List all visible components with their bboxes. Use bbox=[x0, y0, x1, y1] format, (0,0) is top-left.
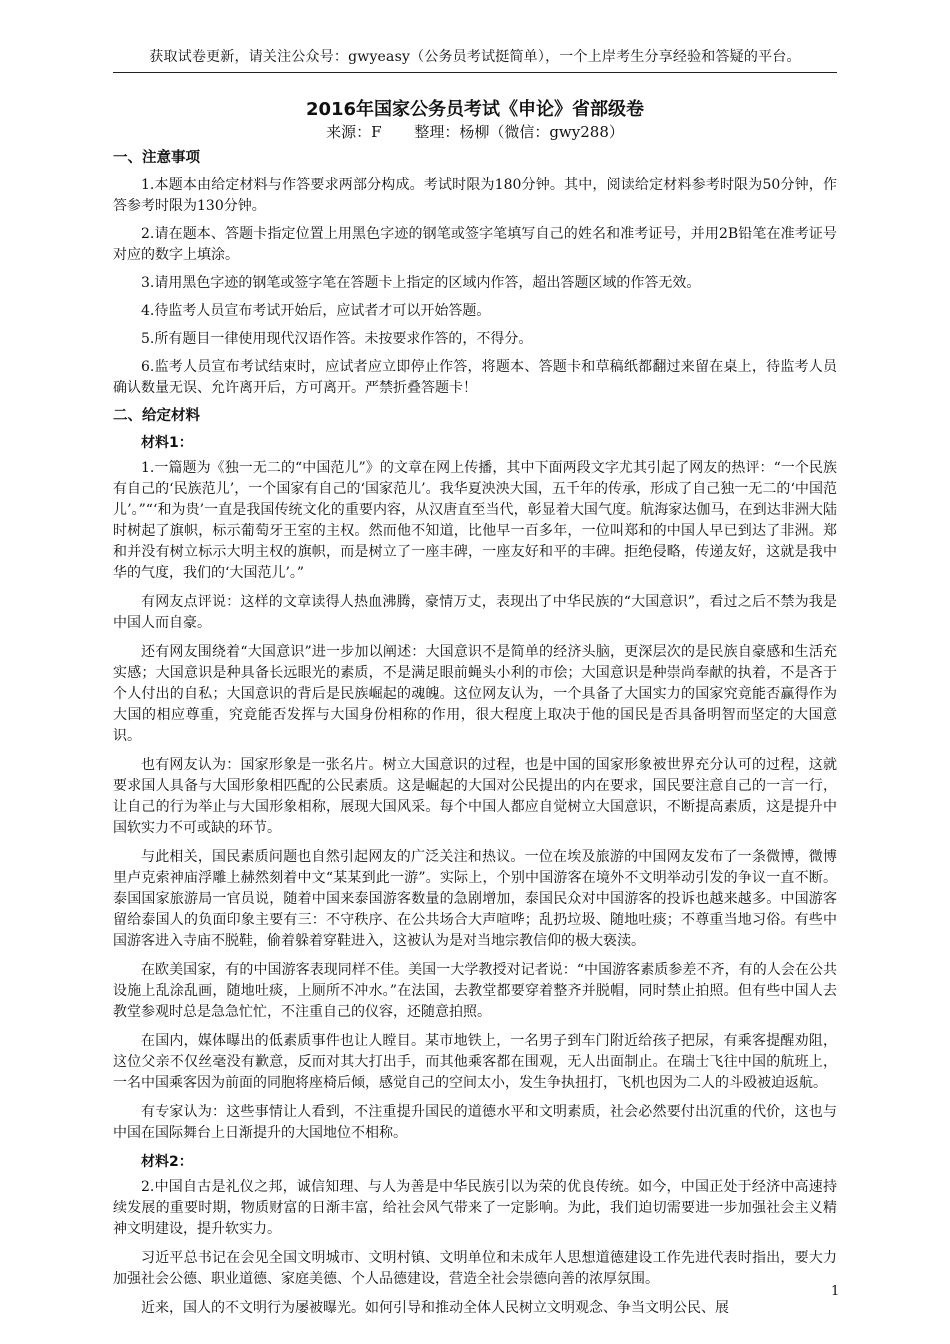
section-heading-notice: 一、注意事项 bbox=[113, 150, 200, 166]
material-2 bbox=[113, 1152, 840, 1319]
material-paragraph: 也有网友认为：国家形象是一张名片。树立大国意识的过程，也是中国的国家形象被世界充分认可的过程，这就要求国人具备与大国形象相匹配的公民素质。这是崛起的大国对公民提出的内在要求，国民要注意自己的一言一行，让自己的行为举止与大国形象相称，展现大国风采。每个中国人都应自觉树立大国意识，不断提高素质，这是提升中国软实力不可或缺的环节。 bbox=[113, 757, 837, 836]
notice-item: 4.待监考人员宣布考试开始后，应试者才可以开始答题。 bbox=[141, 303, 491, 319]
material-paragraph: 近来，国人的不文明行为屡被曝光。如何引导和推动全体人民树立文明观念、争当文明公民、展 bbox=[141, 1300, 729, 1316]
material-paragraph: 2.中国自古是礼仪之邦，诚信知理、与人为善是中华民族引以为荣的优良传统。如今，中国正处于经济中高速持续发展的重要时期，物质财富的日渐丰富，给社会风气带来了一定影响。为此，我们迫切需要进一步加强社会主义精神文明建设，提升软实力。 bbox=[113, 1179, 837, 1237]
document-body bbox=[113, 148, 840, 1327]
page-number: 1 bbox=[831, 1284, 840, 1299]
material-paragraph: 与此相关，国民素质问题也自然引起网友的广泛关注和热议。一位在埃及旅游的中国网友发布了一条微博，微博里卢克索神庙浮雕上赫然刻着中文“某某到此一游”。实际上，个别中国游客在境外不文明举动引发的争议一直不断。泰国国家旅游局一官员说，随着中国来泰国游客数量的急剧增加，泰国民众对中国游客的投诉也越来越多。中国游客留给泰国人的负面印象主要有三：不守秩序、在公共场合大声喧哗；乱扔垃圾、随地吐痰；不尊重当地习俗。有些中国游客进入寺庙不脱鞋，偷着躲着穿鞋进入，这被认为是对当地宗教信仰的极大亵渎。 bbox=[113, 849, 837, 949]
notice-item: 1.本题本由给定材料与作答要求两部分构成。考试时限为180分钟。其中，阅读给定材料参考时限为50分钟，作答参考时限为130分钟。 bbox=[113, 177, 837, 214]
notice-item: 6.监考人员宣布考试结束时，应试者应立即停止作答，将题本、答题卡和草稿纸都翻过来留在桌上，待监考人员确认数量无误、允许离开后，方可离开。严禁折叠答题卡！ bbox=[113, 359, 837, 396]
notice-item: 5.所有题目一律使用现代汉语作答。未按要求作答的，不得分。 bbox=[141, 331, 533, 347]
material-paragraph: 在欧美国家，有的中国游客表现同样不佳。美国一大学教授对记者说：“中国游客素质参差不齐，有的人会在公共设施上乱涂乱画，随地吐痰，上厕所不冲水。”在法国，去教堂都要穿着整齐并脱帽，同时禁止拍照。但有些中国人去教堂参观时总是急急忙忙，不注重自己的仪容，还随意拍照。 bbox=[113, 962, 837, 1020]
source-line bbox=[0, 121, 950, 142]
source-from: 来源：F bbox=[326, 123, 382, 141]
material-paragraph: 还有网友围绕着“大国意识”进一步加以阐述：大国意识不是简单的经济头脑，更深层次的是民族自豪感和生活充实感；大国意识是种具备长远眼光的素质，不是满足眼前蝇头小利的市侩；大国意识是种崇尚奉献的执着，不是吝于个人付出的自私；大国意识的背后是民族崛起的魂魄。这位网友认为，一个具备了大国实力的国家究竟能否赢得作为大国的相应尊重，究竟能否发挥与大国身份相称的作用，很大程度上取决于他的国民是否具备明智而坚定的大国意识。 bbox=[113, 644, 837, 744]
header-divider bbox=[113, 72, 837, 73]
material-paragraph: 习近平总书记在会见全国文明城市、文明村镇、文明单位和未成年人思想道德建设工作先进代表时指出，要大力加强社会公德、职业道德、家庭美德、个人品德建设，营造全社会崇德向善的浓厚氛围。 bbox=[113, 1250, 837, 1287]
document-title: 2016年国家公务员考试《申论》省部级卷 bbox=[305, 99, 645, 120]
notice-item: 3.请用黑色字迹的钢笔或签字笔在答题卡上指定的区域内作答，超出答题区域的作答无效。 bbox=[141, 275, 701, 291]
material-1-label: 材料1： bbox=[141, 435, 193, 451]
notice-list bbox=[113, 175, 837, 399]
notice-item: 2.请在题本、答题卡指定位置上用黑色字迹的钢笔或签字笔填写自己的姓名和准考证号，并用2B铅笔在准考证号对应的数字上填涂。 bbox=[113, 226, 837, 263]
material-1 bbox=[113, 433, 837, 1144]
section-heading-materials: 二、给定材料 bbox=[113, 408, 200, 424]
material-paragraph: 有网友点评说：这样的文章读得人热血沸腾，豪情万丈，表现出了中华民族的“大国意识”，看过之后不禁为我是中国人而自豪。 bbox=[113, 594, 837, 631]
material-paragraph: 在国内，媒体曝出的低素质事件也让人瞠目。某市地铁上，一名男子到车门附近给孩子把尿，有乘客提醒劝阻，这位父亲不仅丝毫没有歉意，反而对其大打出手，而其他乘客都在围观，无人出面制止。在瑞士飞往中国的航班上，一名中国乘客因为前面的同胞将座椅后倾，感觉自己的空间太小，发生争执扭打，飞机也因为二人的斗殴被迫返航。 bbox=[113, 1033, 837, 1091]
source-editor: 整理：杨柳（微信：gwy288） bbox=[414, 123, 624, 141]
header-note: 获取试卷更新，请关注公众号：gwyeasy（公务员考试挺简单），一个上岸考生分享经验和答疑的平台。 bbox=[149, 49, 801, 65]
material-2-label: 材料2： bbox=[141, 1154, 193, 1170]
material-paragraph: 有专家认为：这些事情让人看到，不注重提升国民的道德水平和文明素质，社会必然要付出沉重的代价，这也与中国在国际舞台上日渐提升的大国地位不相称。 bbox=[113, 1104, 837, 1141]
material-paragraph: 1.一篇题为《独一无二的“中国范儿”》的文章在网上传播，其中下面两段文字尤其引起了网友的热评：“一个民族有自己的‘民族范儿’，一个国家有自己的‘国家范儿’。我华夏泱泱大国，五千年的传承，形成了自己独一无二的‘中国范儿’。”“‘和为贵’一直是我国传统文化的重要内容，从汉唐直至当代，彰显着大国气度。航海家达伽马，在到达非洲大陆时树起了旗帜，标示葡萄牙王室的主权。然而他不知道，比他早一百多年，一位叫郑和的中国人早已到达了非洲。郑和并没有树立标示大明主权的旗帜，而是树立了一座丰碑，一座友好和平的丰碑。拒绝侵略，传递友好，这就是我中华的气度，我们的‘大国范儿’。” bbox=[113, 460, 837, 581]
